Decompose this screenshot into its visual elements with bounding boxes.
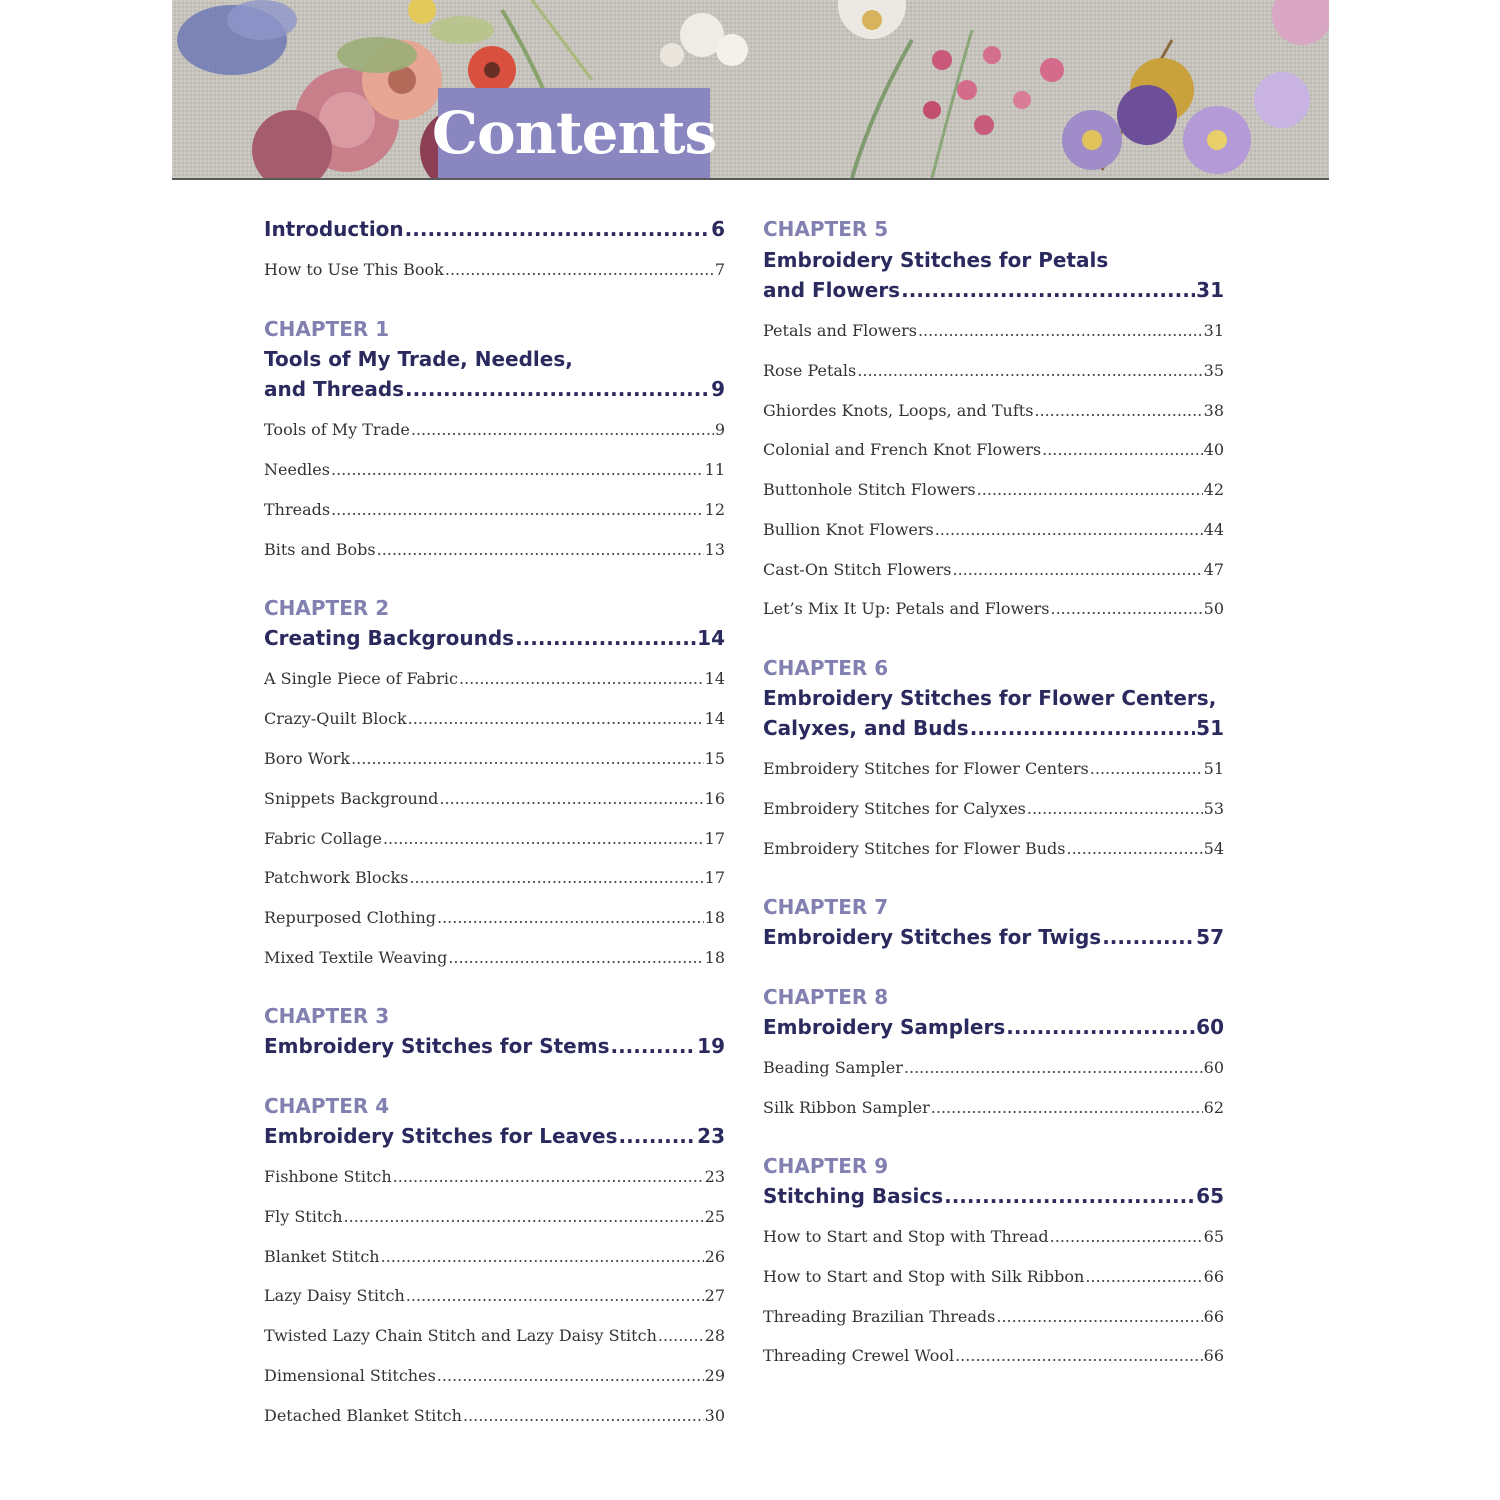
page-number: 17 (704, 868, 725, 887)
page-number: 17 (704, 829, 725, 848)
toc-entry[interactable] (264, 258, 725, 282)
entry-title: Buttonhole Stitch Flowers (763, 480, 976, 499)
toc-entry[interactable] (763, 837, 1224, 861)
toc-entry[interactable] (763, 683, 1224, 743)
toc-entry[interactable] (264, 214, 725, 244)
chapter-label: CHAPTER 8 (763, 985, 889, 1009)
page-number: 50 (1203, 599, 1224, 618)
toc-entry[interactable] (264, 1205, 725, 1229)
page-number: 7 (714, 260, 725, 279)
entry-title: Mixed Textile Weaving (264, 948, 448, 967)
page-number: 30 (704, 1406, 725, 1425)
toc-entry[interactable] (763, 1344, 1224, 1368)
dot-leader (1042, 438, 1203, 462)
dot-leader (393, 1165, 704, 1189)
dot-leader (515, 623, 696, 653)
dot-leader (439, 787, 703, 811)
entry-title: Detached Blanket Stitch (264, 1406, 462, 1425)
dot-leader (610, 1031, 696, 1061)
page-number: 25 (704, 1207, 725, 1226)
page-number: 44 (1203, 520, 1224, 539)
page-number: 9 (714, 420, 725, 439)
page-number: 15 (704, 749, 725, 768)
entry-title: Fabric Collage (264, 829, 382, 848)
toc-entry[interactable] (264, 1245, 725, 1269)
dot-leader (411, 418, 714, 442)
chapter-label: CHAPTER 4 (264, 1094, 390, 1118)
toc-entry[interactable] (264, 1165, 725, 1189)
page-number: 51 (1203, 759, 1224, 778)
entry-title: Fly Stitch (264, 1207, 343, 1226)
toc-entry[interactable] (763, 1305, 1224, 1329)
page-number: 19 (697, 1034, 725, 1058)
dot-leader (955, 1344, 1203, 1368)
toc-entry[interactable] (264, 1364, 725, 1388)
page-number: 31 (1203, 321, 1224, 340)
page-number: 47 (1203, 560, 1224, 579)
entry-title: Cast-On Stitch Flowers (763, 560, 952, 579)
page-number: 26 (704, 1247, 725, 1266)
page-number: 66 (1203, 1307, 1224, 1326)
toc-entry[interactable] (763, 757, 1224, 781)
dot-leader (970, 713, 1195, 743)
entry-title: Snippets Background (264, 789, 439, 808)
page-number: 16 (704, 789, 725, 808)
dot-leader (1085, 1265, 1202, 1289)
page-number: 23 (704, 1167, 725, 1186)
dot-leader (331, 498, 704, 522)
entry-title: Embroidery Stitches for Flower Centers (763, 759, 1089, 778)
toc-entry[interactable] (264, 1121, 725, 1151)
entry-title: Petals and Flowers (763, 321, 917, 340)
entry-title: Needles (264, 460, 330, 479)
page-number: 14 (704, 669, 725, 688)
entry-title: Embroidery Stitches for Twigs (763, 925, 1102, 949)
entry-title: Embroidery Samplers (763, 1015, 1006, 1039)
entry-title: Embroidery Stitches for Flower Buds (763, 839, 1066, 858)
page-number: 28 (704, 1326, 725, 1345)
entry-title: Crazy-Quilt Block (264, 709, 407, 728)
dot-leader (904, 1056, 1203, 1080)
dot-leader (857, 359, 1202, 383)
page-number: 12 (704, 500, 725, 519)
page-number: 35 (1203, 361, 1224, 380)
toc-entry[interactable] (763, 558, 1224, 582)
page-number: 14 (697, 626, 725, 650)
entry-title: How to Start and Stop with Thread (763, 1227, 1049, 1246)
dot-leader (1006, 1012, 1195, 1042)
dot-leader (901, 275, 1195, 305)
toc-entry[interactable] (763, 1012, 1224, 1042)
toc-entry[interactable] (264, 827, 725, 851)
dot-leader (381, 1245, 704, 1269)
page-number: 65 (1203, 1227, 1224, 1246)
entry-title: How to Use This Book (264, 260, 444, 279)
dot-leader (944, 1181, 1195, 1211)
toc-entry[interactable] (264, 538, 725, 562)
dot-leader (1034, 399, 1202, 423)
page-number: 23 (697, 1124, 725, 1148)
page-number: 14 (704, 709, 725, 728)
entry-title: Silk Ribbon Sampler (763, 1098, 930, 1117)
dot-leader (344, 1205, 704, 1229)
entry-title: Repurposed Clothing (264, 908, 436, 927)
page-number: 53 (1203, 799, 1224, 818)
dot-leader (437, 906, 704, 930)
entry-title: Fishbone Stitch (264, 1167, 392, 1186)
entry-title: Blanket Stitch (264, 1247, 380, 1266)
toc-entry[interactable] (763, 438, 1224, 462)
dot-leader (931, 1096, 1203, 1120)
dot-leader (935, 518, 1203, 542)
entry-title: and Threads (264, 377, 405, 401)
entry-title: Colonial and French Knot Flowers (763, 440, 1042, 459)
page-number: 62 (1203, 1098, 1224, 1117)
toc-entry[interactable] (763, 319, 1224, 343)
dot-leader (1051, 597, 1203, 621)
page-number: 9 (711, 377, 725, 401)
toc-entry[interactable] (763, 797, 1224, 821)
chapter-title-line: Tools of My Trade, Needles, (264, 347, 573, 371)
page-number: 38 (1203, 401, 1224, 420)
chapter-label: CHAPTER 6 (763, 656, 889, 680)
embroidered-flowers-illustration (172, 0, 1329, 178)
entry-title: A Single Piece of Fabric (264, 669, 458, 688)
dot-leader (1067, 837, 1203, 861)
toc-entry[interactable] (763, 245, 1224, 305)
dot-leader (405, 214, 710, 244)
dot-leader (953, 558, 1203, 582)
toc-entry[interactable] (264, 707, 725, 731)
toc-entry[interactable] (763, 399, 1224, 423)
toc-entry[interactable] (264, 1284, 725, 1308)
page-number: 51 (1196, 716, 1224, 740)
dot-leader (918, 319, 1203, 343)
dot-leader (1102, 922, 1195, 952)
entry-title: Embroidery Stitches for Leaves (264, 1124, 618, 1148)
dot-leader (405, 374, 710, 404)
entry-title: Creating Backgrounds (264, 626, 515, 650)
page-number: 18 (704, 908, 725, 927)
toc-entry[interactable] (264, 866, 725, 890)
entry-title: Twisted Lazy Chain Stitch and Lazy Daisy Stitch (264, 1326, 657, 1345)
entry-title: Rose Petals (763, 361, 857, 380)
dot-leader (351, 747, 704, 771)
dot-leader (1050, 1225, 1203, 1249)
toc-entry[interactable] (264, 787, 725, 811)
page-number: 29 (704, 1366, 725, 1385)
chapter-label: CHAPTER 5 (763, 217, 889, 241)
entry-title: and Flowers (763, 278, 901, 302)
toc-entry[interactable] (264, 1324, 725, 1348)
page-number: 6 (711, 217, 725, 241)
entry-title: Ghiordes Knots, Loops, and Tufts (763, 401, 1034, 420)
entry-title: Introduction (264, 217, 404, 241)
dot-leader (459, 667, 704, 691)
page-number: 66 (1203, 1346, 1224, 1365)
toc-entry[interactable] (763, 518, 1224, 542)
embroidery-banner (172, 0, 1329, 178)
entry-title: Embroidery Stitches for Calyxes (763, 799, 1026, 818)
entry-title: Dimensional Stitches (264, 1366, 436, 1385)
toc-entry[interactable] (763, 1225, 1224, 1249)
dot-leader (445, 258, 714, 282)
dot-leader (406, 1284, 704, 1308)
chapter-title-line: Embroidery Stitches for Flower Centers, (763, 686, 1217, 710)
banner-rule (172, 178, 1329, 180)
title-box (431, 88, 717, 178)
entry-title: Boro Work (264, 749, 351, 768)
entry-title: Embroidery Stitches for Stems (264, 1034, 610, 1058)
page-title: Contents (431, 99, 717, 167)
entry-title: Patchwork Blocks (264, 868, 409, 887)
toc-entry[interactable] (264, 623, 725, 653)
page-number: 57 (1196, 925, 1224, 949)
dot-leader (331, 458, 704, 482)
chapter-title-line: Embroidery Stitches for Petals (763, 248, 1109, 272)
toc-entry[interactable] (264, 458, 725, 482)
dot-leader (1027, 797, 1203, 821)
chapter-label: CHAPTER 3 (264, 1004, 390, 1028)
toc-entry[interactable] (763, 1096, 1224, 1120)
toc-entry[interactable] (763, 359, 1224, 383)
toc-entry[interactable] (763, 1056, 1224, 1080)
entry-title: Calyxes, and Buds (763, 716, 969, 740)
dot-leader (658, 1324, 704, 1348)
page-number: 42 (1203, 480, 1224, 499)
entry-title: Threads (264, 500, 331, 519)
dot-leader (448, 946, 703, 970)
chapter-label: CHAPTER 9 (763, 1154, 889, 1178)
toc-entry[interactable] (264, 946, 725, 970)
dot-leader (437, 1364, 704, 1388)
toc-entry[interactable] (763, 922, 1224, 952)
toc-entry[interactable] (264, 418, 725, 442)
entry-title: Lazy Daisy Stitch (264, 1286, 405, 1305)
page-number: 18 (704, 948, 725, 967)
entry-title: Bits and Bobs (264, 540, 376, 559)
toc-entry[interactable] (264, 906, 725, 930)
page-number: 31 (1196, 278, 1224, 302)
dot-leader (619, 1121, 697, 1151)
toc-entry[interactable] (763, 597, 1224, 621)
entry-title: Let’s Mix It Up: Petals and Flowers (763, 599, 1050, 618)
dot-leader (383, 827, 704, 851)
entry-title: Stitching Basics (763, 1184, 944, 1208)
entry-title: Tools of My Trade (264, 420, 410, 439)
page-number: 54 (1203, 839, 1224, 858)
toc-entry[interactable] (763, 1265, 1224, 1289)
entry-title: Bullion Knot Flowers (763, 520, 934, 539)
dot-leader (996, 1305, 1202, 1329)
dot-leader (377, 538, 704, 562)
chapter-label: CHAPTER 7 (763, 895, 889, 919)
dot-leader (409, 866, 703, 890)
page-number: 65 (1196, 1184, 1224, 1208)
toc-entry[interactable] (264, 747, 725, 771)
page-number: 66 (1203, 1267, 1224, 1286)
toc-entry[interactable] (264, 344, 725, 404)
chapter-label: CHAPTER 2 (264, 596, 390, 620)
toc-entry[interactable] (763, 1181, 1224, 1211)
toc-entry[interactable] (264, 1031, 725, 1061)
page-number: 11 (704, 460, 725, 479)
entry-title: Threading Brazilian Threads (763, 1307, 996, 1326)
toc-entry[interactable] (264, 667, 725, 691)
dot-leader (408, 707, 704, 731)
chapter-label: CHAPTER 1 (264, 317, 390, 341)
entry-title: Beading Sampler (763, 1058, 903, 1077)
page-number: 27 (704, 1286, 725, 1305)
page-number: 60 (1196, 1015, 1224, 1039)
entry-title: Threading Crewel Wool (763, 1346, 955, 1365)
page-number: 13 (704, 540, 725, 559)
toc-entry[interactable] (264, 498, 725, 522)
entry-title: How to Start and Stop with Silk Ribbon (763, 1267, 1085, 1286)
toc-entry[interactable] (763, 478, 1224, 502)
page-number: 60 (1203, 1058, 1224, 1077)
page-number: 40 (1203, 440, 1224, 459)
toc-entry[interactable] (264, 1404, 725, 1428)
dot-leader (1090, 757, 1203, 781)
dot-leader (977, 478, 1203, 502)
dot-leader (463, 1404, 704, 1428)
